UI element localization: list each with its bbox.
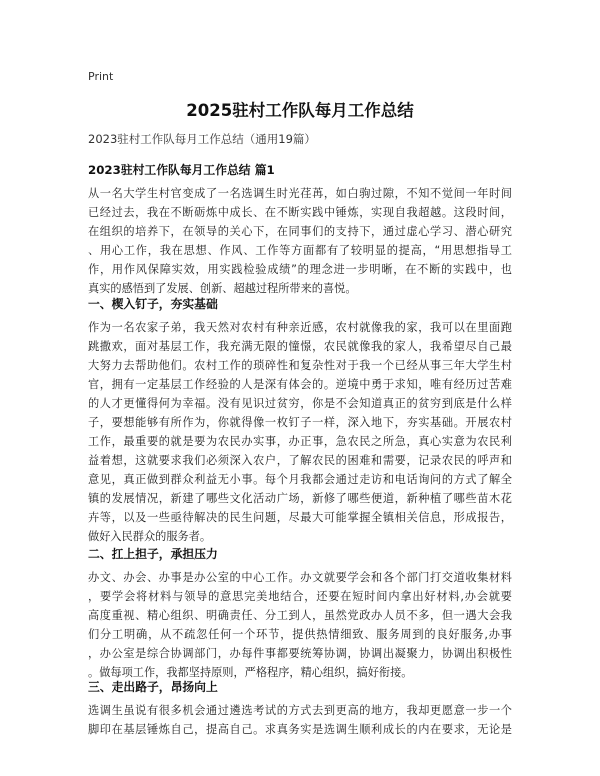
heading-two: 二、扛上担子，承担压力 (88, 547, 218, 561)
text-line: 子，要想能够有所作为，你就得像一枚钉子一样，深入地下，夯实基础。开展农村 (88, 416, 512, 429)
document-subtitle: 2023驻村工作队每月工作总结（通用19篇） (88, 132, 316, 146)
text-line: ，要学会将材料与领导的意思完美地结合，还要在短时间内拿出好材料,办会就要 (88, 590, 512, 603)
page-title: 2025驻村工作队每月工作总结 (186, 101, 414, 120)
text-line: ，办公室是综合协调部门，办每件事都要统筹协调，协调出凝聚力，协调出积极性 (88, 647, 512, 660)
paragraph-three (88, 701, 512, 739)
text-line: 跳撒欢，面对基层工作，我充满无限的憧憬，农民就像我的家人，我希望尽自己最 (88, 340, 512, 353)
text-line: 大努力去帮助他们。农村工作的琐碎性和复杂性对于我一个已经从事三年大学生村 (88, 359, 512, 372)
paragraph-two (88, 568, 512, 682)
section-title: 2023驻村工作队每月工作总结 篇1 (88, 163, 275, 177)
text-line: 在组织的培养下，在领导的关心下，在同事们的支持下，通过虚心学习、潜心研究 (88, 225, 512, 238)
text-line: 意见，真正做到群众利益无小事。每个月我都会通过走访和电话询问的方式了解全 (88, 473, 512, 486)
text-line: 高度重视、精心组织、明确责任、分工到人，虽然党政办人员不多，但一遇大会我 (88, 609, 512, 622)
text-line: 。做每项工作，我都坚持原则，严格程序，精心组织，搞好衔接。 (88, 666, 413, 679)
text-line: 办文、办会、办事是办公室的中心工作。办文就要学会和各个部门打交道收集材料 (88, 571, 512, 584)
text-line: 益着想，这就要求我们必须深入农户，了解农民的困难和需要，记录农民的呼声和 (88, 454, 512, 467)
text-line: 的人才更懂得何为幸福。没有见识过贫穷，你是不会知道真正的贫穷到底是什么样 (88, 397, 512, 410)
text-line: 已经过去，我在不断砺炼中成长、在不断实践中锤炼，实现自我超越。这段时间， (88, 206, 512, 219)
print-link[interactable]: Print (88, 70, 114, 83)
text-line: 镇的发展情况，新建了哪些文化活动广场，新修了哪些便道，新种植了哪些苗木花 (88, 492, 512, 505)
text-line: 做好入民群众的服务者。 (88, 530, 212, 543)
text-line: 作，用作风保障实效，用实践检验成绩”的理念进一步明晰，在不断的实践中，也 (88, 263, 512, 276)
text-line: 从一名大学生村官变成了一名选调生时光荏苒，如白驹过隙，不知不觉间一年时间 (88, 187, 512, 200)
text-line: 选调生虽说有很多机会通过遴选考试的方式去到更高的地方，我却更愿意一步一个 (88, 704, 512, 717)
text-line: 、用心工作，我在思想、作风、工作等方面都有了较明显的提高，“用思想指导工 (88, 244, 512, 257)
intro-paragraph (88, 184, 512, 298)
paragraph-one (88, 318, 512, 546)
text-line: 作为一名农家子弟，我天然对农村有种亲近感，农村就像我的家，我可以在里面跑 (88, 321, 512, 334)
heading-one: 一、楔入钉子，夯实基础 (88, 297, 218, 311)
text-line: 官，拥有一定基层工作经验的人是深有体会的。逆境中勇于求知，唯有经历过苦难 (88, 378, 512, 391)
text-line: 脚印在基层锤炼自己，提高自己。求真务实是选调生顺利成长的内在要求，无论是 (88, 723, 512, 736)
heading-three: 三、走出路子，昂扬向上 (88, 680, 218, 694)
text-line: 卉等，以及一些亟待解决的民生问题，尽最大可能掌握全镇相关信息，形成报告， (88, 511, 512, 524)
text-line: 工作，最重要的就是要为农民办实事，办正事，急农民之所急，真心实意为农民利 (88, 435, 512, 448)
text-line: 真实的感悟到了发展、创新、超越过程所带来的喜悦。 (88, 282, 357, 295)
text-line: 们分工明确，从不疏忽任何一个环节，提供热情细致、服务周到的良好服务,办事 (88, 628, 512, 641)
